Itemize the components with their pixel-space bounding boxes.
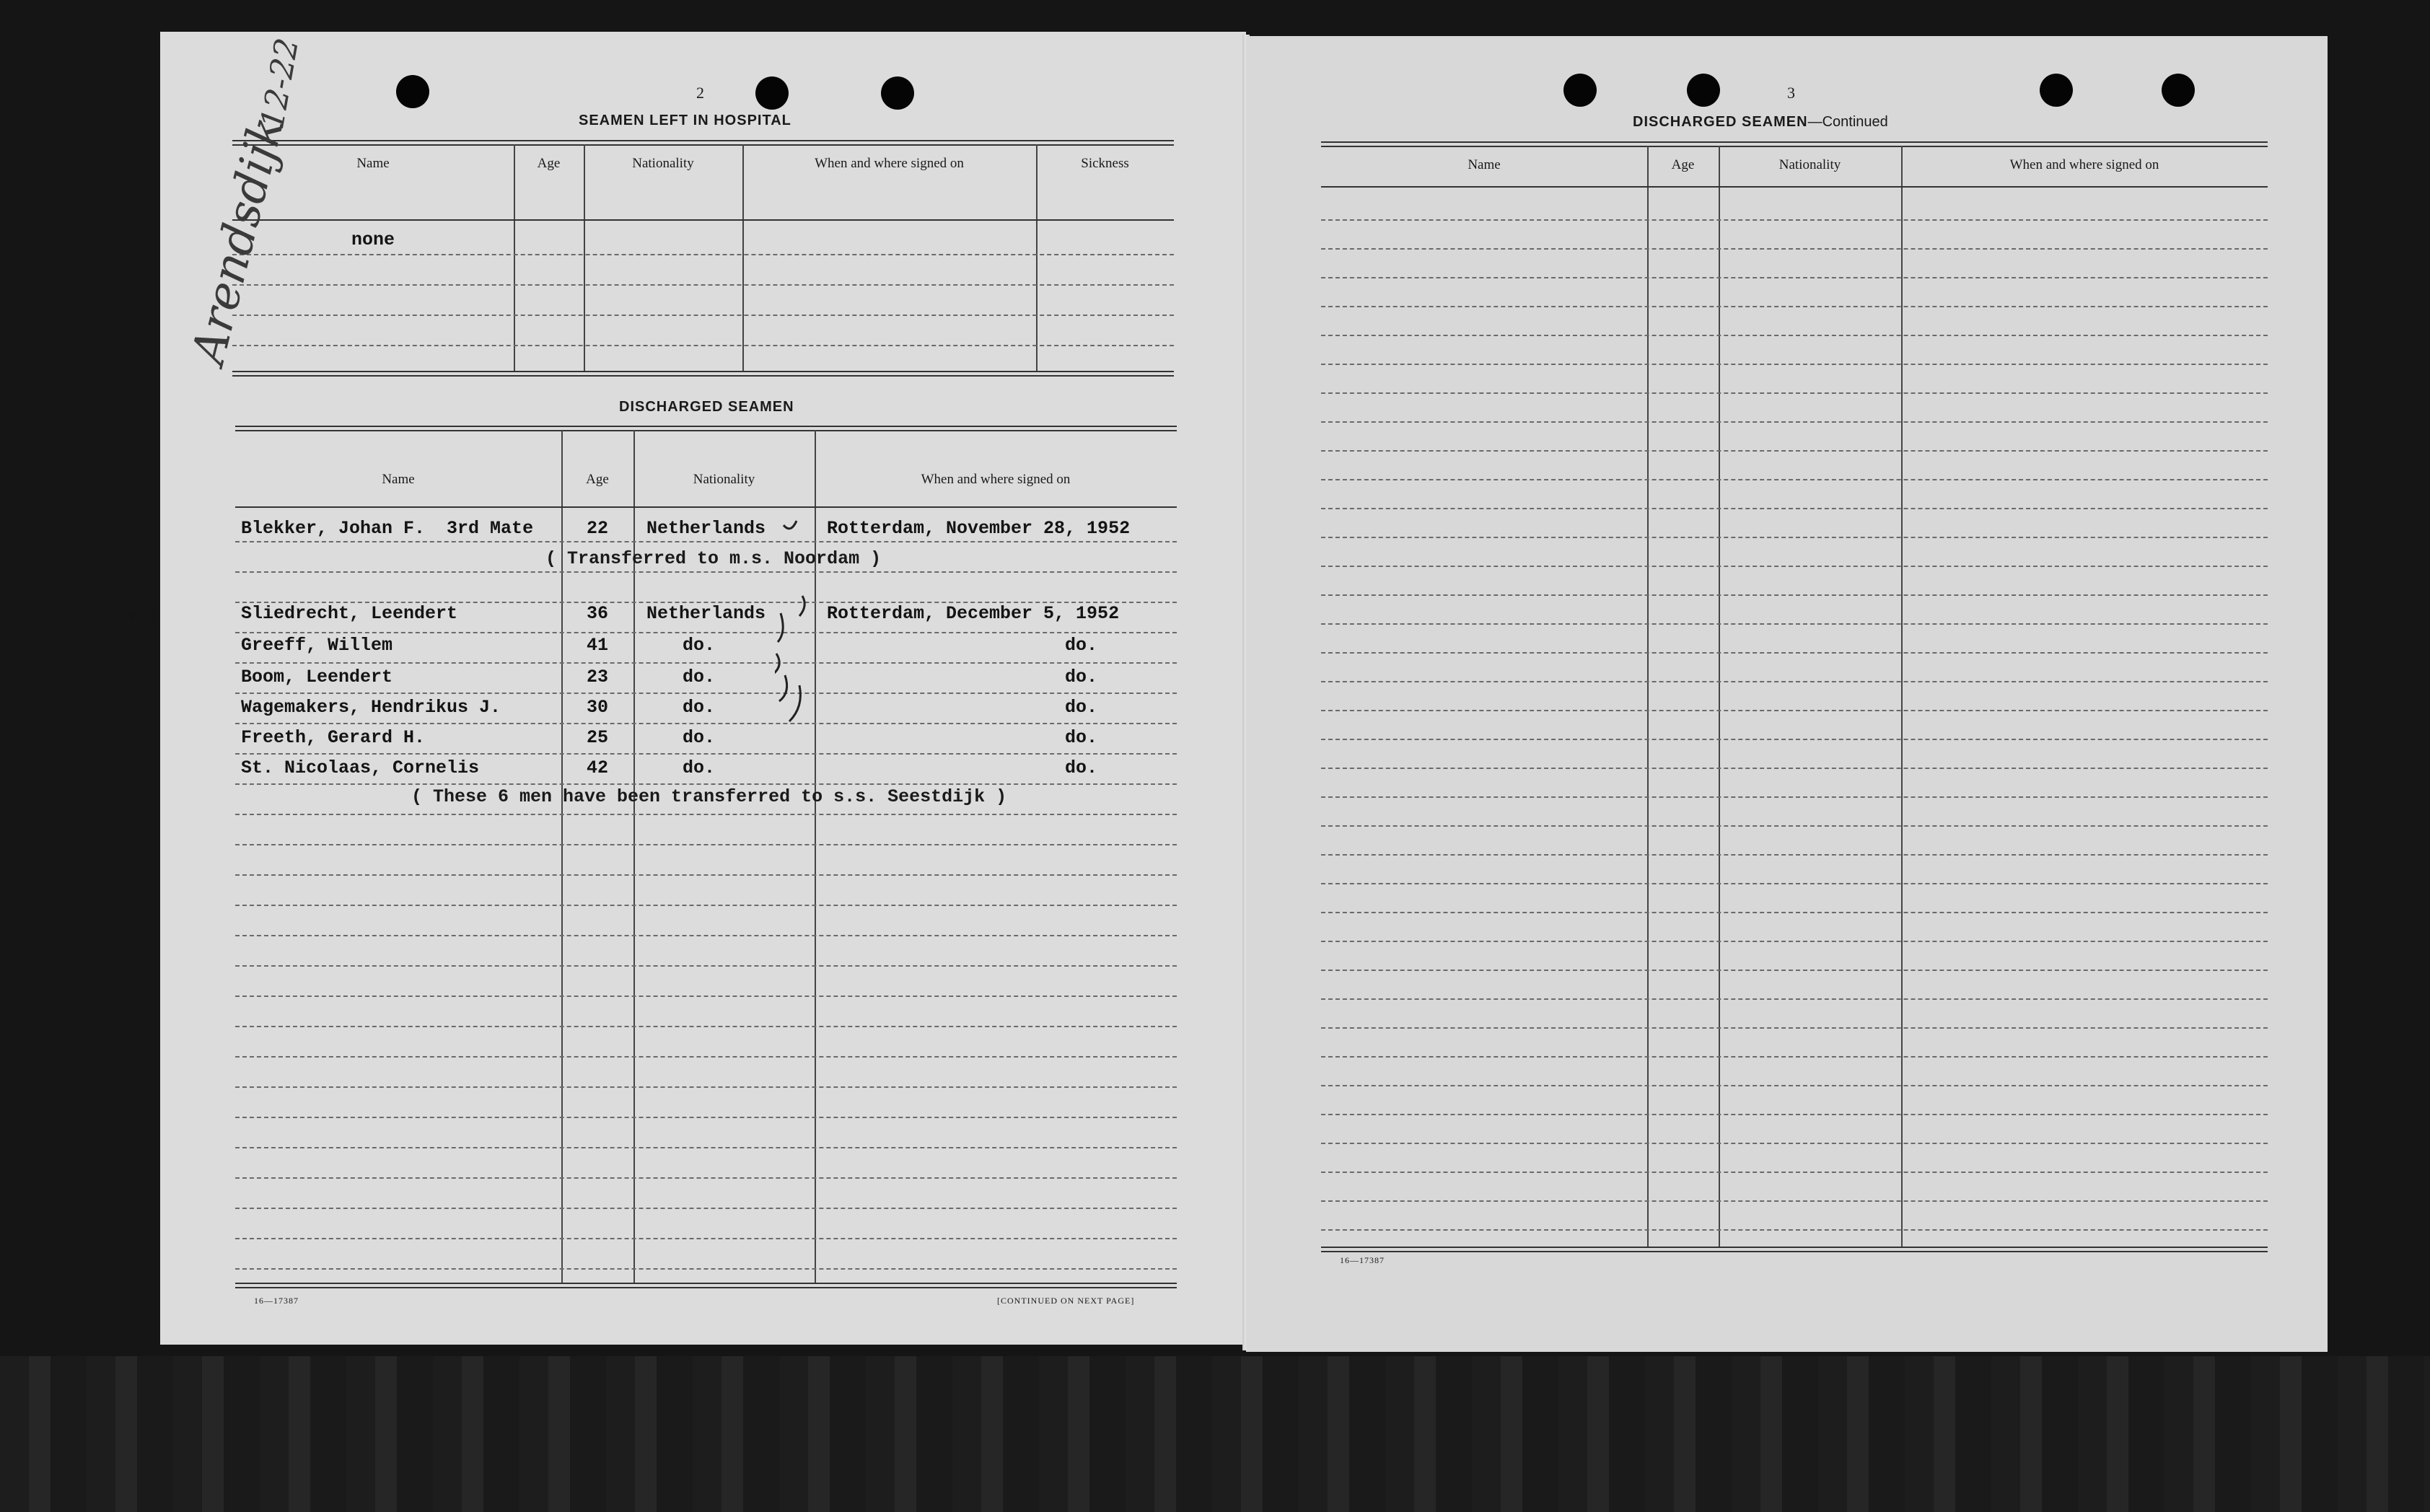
table-rule [1321, 146, 2268, 147]
punch-hole [2040, 74, 2073, 107]
row-rule [1321, 941, 2268, 942]
row-rule [235, 662, 1177, 664]
row-rule [235, 693, 1177, 694]
table-rule [1321, 1251, 2268, 1252]
seaman-age: 36 [586, 603, 608, 624]
check-mark [775, 654, 779, 674]
form-number: 16—17387 [1340, 1255, 1385, 1265]
row-rule [232, 284, 1174, 286]
row-rule [232, 315, 1174, 316]
check-mark [789, 685, 800, 721]
seaman-name: Blekker, Johan F. 3rd Mate [241, 518, 534, 539]
row-rule [235, 571, 1177, 573]
column-divider [1901, 146, 1903, 1247]
row-rule [1321, 1056, 2268, 1058]
row-rule [1321, 421, 2268, 423]
page-number: 2 [696, 84, 704, 102]
seaman-signed-on: do. [1065, 635, 1098, 656]
row-rule [1321, 277, 2268, 278]
column-divider [1647, 146, 1649, 1247]
row-rule [1321, 392, 2268, 394]
row-rule [235, 965, 1177, 967]
seaman-name: Greeff, Willem [241, 635, 393, 656]
row-rule [1321, 710, 2268, 711]
header-rule [232, 219, 1174, 221]
discharged-continued-table [1321, 141, 2268, 1296]
continued-label: [CONTINUED ON NEXT PAGE] [997, 1296, 1135, 1306]
handwritten-annotation: Arendsdijk [182, 111, 295, 369]
table-rule [1321, 1247, 2268, 1248]
discharged-continued-title [1633, 114, 1888, 131]
row-rule [1321, 681, 2268, 682]
row-rule [1321, 364, 2268, 365]
column-header-age: Age [586, 472, 609, 487]
transfer-note: ( Transferred to m.s. Noordam ) [545, 548, 882, 569]
punch-hole [1563, 74, 1597, 107]
seaman-age: 25 [586, 727, 608, 748]
row-rule [232, 345, 1174, 346]
punch-hole [2162, 74, 2195, 107]
row-rule [1321, 1172, 2268, 1173]
column-header-signed-on: When and where signed on [921, 472, 1071, 487]
row-rule [235, 1147, 1177, 1148]
right-page [1246, 36, 2328, 1352]
seaman-nationality: Netherlands [646, 518, 766, 539]
seaman-name: Sliedrecht, Leendert [241, 603, 458, 624]
row-rule [1321, 594, 2268, 596]
column-header-sickness: Sickness [1081, 156, 1129, 171]
row-rule [235, 1268, 1177, 1270]
row-rule [1321, 1027, 2268, 1029]
hospital-table [232, 140, 1174, 407]
row-rule [235, 1086, 1177, 1088]
row-rule [1321, 796, 2268, 798]
seaman-nationality: do. [683, 697, 716, 718]
column-header-age: Age [537, 156, 561, 171]
column-divider [1036, 144, 1038, 371]
row-rule [235, 783, 1177, 785]
row-rule [1321, 306, 2268, 307]
hospital-entry-none: none [351, 229, 395, 250]
row-rule [1321, 825, 2268, 827]
seaman-nationality: do. [683, 757, 716, 778]
column-header-nationality: Nationality [632, 156, 694, 171]
seaman-signed-on: do. [1065, 727, 1098, 748]
seaman-nationality: do. [683, 727, 716, 748]
row-rule [235, 541, 1177, 542]
punch-hole [396, 75, 429, 108]
row-rule [1321, 998, 2268, 1000]
table-rule [235, 1287, 1177, 1288]
column-header-age: Age [1671, 157, 1695, 172]
column-divider [742, 144, 744, 371]
row-rule [235, 723, 1177, 724]
row-rule [235, 935, 1177, 936]
column-divider [514, 144, 515, 371]
table-rule [235, 430, 1177, 431]
row-rule [232, 254, 1174, 255]
row-rule [235, 1208, 1177, 1209]
row-rule [1321, 450, 2268, 452]
row-rule [1321, 1143, 2268, 1144]
table-rule [235, 426, 1177, 427]
header-rule [235, 506, 1177, 508]
header-rule [1321, 186, 2268, 188]
column-header-name: Name [1468, 157, 1501, 172]
row-rule [1321, 566, 2268, 567]
punch-hole [881, 76, 914, 110]
column-header-signed-on: When and where signed on [815, 156, 964, 171]
seaman-nationality: do. [683, 667, 716, 687]
check-mark [799, 596, 804, 616]
column-header-name: Name [382, 472, 415, 487]
row-rule [235, 632, 1177, 633]
table-rule [235, 1283, 1177, 1284]
seaman-signed-on: Rotterdam, November 28, 1952 [827, 518, 1131, 539]
row-rule [235, 995, 1177, 997]
seaman-nationality: Netherlands [646, 603, 766, 624]
row-rule [235, 874, 1177, 876]
punch-hole [755, 76, 789, 110]
row-rule [1321, 248, 2268, 250]
hospital-section-title: SEAMEN LEFT IN HOSPITAL [579, 113, 791, 128]
seaman-signed-on: Rotterdam, December 5, 1952 [827, 603, 1120, 624]
left-page [127, 32, 1246, 1345]
seaman-name: Freeth, Gerard H. [241, 727, 426, 748]
row-rule [1321, 1229, 2268, 1231]
row-rule [1321, 768, 2268, 769]
row-rule [1321, 854, 2268, 856]
seaman-signed-on: do. [1065, 667, 1098, 687]
seaman-signed-on: do. [1065, 697, 1098, 718]
row-rule [235, 1026, 1177, 1027]
row-rule [235, 1056, 1177, 1058]
seaman-age: 30 [586, 697, 608, 718]
seaman-age: 22 [586, 518, 608, 539]
row-rule [1321, 335, 2268, 336]
discharged-section-title: DISCHARGED SEAMEN [619, 399, 794, 415]
row-rule [1321, 1200, 2268, 1202]
discharged-table [127, 426, 1177, 1291]
seaman-age: 42 [586, 757, 608, 778]
background-band [0, 1356, 2430, 1512]
row-rule [235, 814, 1177, 815]
seaman-age: 23 [586, 667, 608, 687]
row-rule [1321, 1114, 2268, 1115]
name-prefix: van [127, 603, 157, 625]
row-rule [1321, 912, 2268, 913]
row-rule [1321, 883, 2268, 884]
column-divider [584, 144, 585, 371]
row-rule [235, 844, 1177, 845]
seaman-name: Boom, Leendert [241, 667, 393, 687]
table-rule [232, 144, 1174, 146]
row-rule [235, 753, 1177, 755]
table-rule [232, 375, 1174, 377]
column-header-nationality: Nationality [693, 472, 755, 487]
title-suffix: —Continued [1807, 114, 1888, 130]
row-rule [1321, 970, 2268, 971]
row-rule [1321, 1085, 2268, 1086]
check-mark [784, 521, 797, 529]
row-rule [1321, 652, 2268, 654]
seaman-name: Wagemakers, Hendrikus J. [241, 697, 501, 718]
seaman-signed-on: do. [1065, 757, 1098, 778]
row-rule [235, 905, 1177, 906]
table-rule [232, 140, 1174, 141]
table-rule [1321, 141, 2268, 143]
row-rule [1321, 537, 2268, 538]
row-rule [1321, 623, 2268, 625]
column-header-name: Name [356, 156, 390, 171]
row-rule [1321, 479, 2268, 480]
seaman-nationality: do. [683, 635, 716, 656]
title-text: DISCHARGED SEAMEN [1633, 114, 1808, 130]
row-rule [235, 1177, 1177, 1179]
check-marks [775, 505, 818, 743]
row-rule [1321, 739, 2268, 740]
column-header-signed-on: When and where signed on [2009, 157, 2159, 172]
column-header-nationality: Nationality [1778, 157, 1841, 172]
row-rule [235, 1238, 1177, 1239]
page-number: 3 [1787, 84, 1795, 102]
row-rule [1321, 219, 2268, 221]
check-mark [779, 675, 787, 701]
seaman-name: St. Nicolaas, Cornelis [241, 757, 480, 778]
transfer-note: ( These 6 men have been transferred to s.s. Seestdijk ) [411, 786, 1007, 807]
table-rule [232, 371, 1174, 372]
check-mark [778, 613, 783, 642]
punch-hole [1687, 74, 1720, 107]
row-rule [235, 1117, 1177, 1118]
column-divider [1719, 146, 1720, 1247]
row-rule [1321, 508, 2268, 509]
handwritten-date: 12-22 [254, 35, 307, 132]
form-number: 16—17387 [254, 1296, 299, 1306]
seaman-age: 41 [586, 635, 608, 656]
